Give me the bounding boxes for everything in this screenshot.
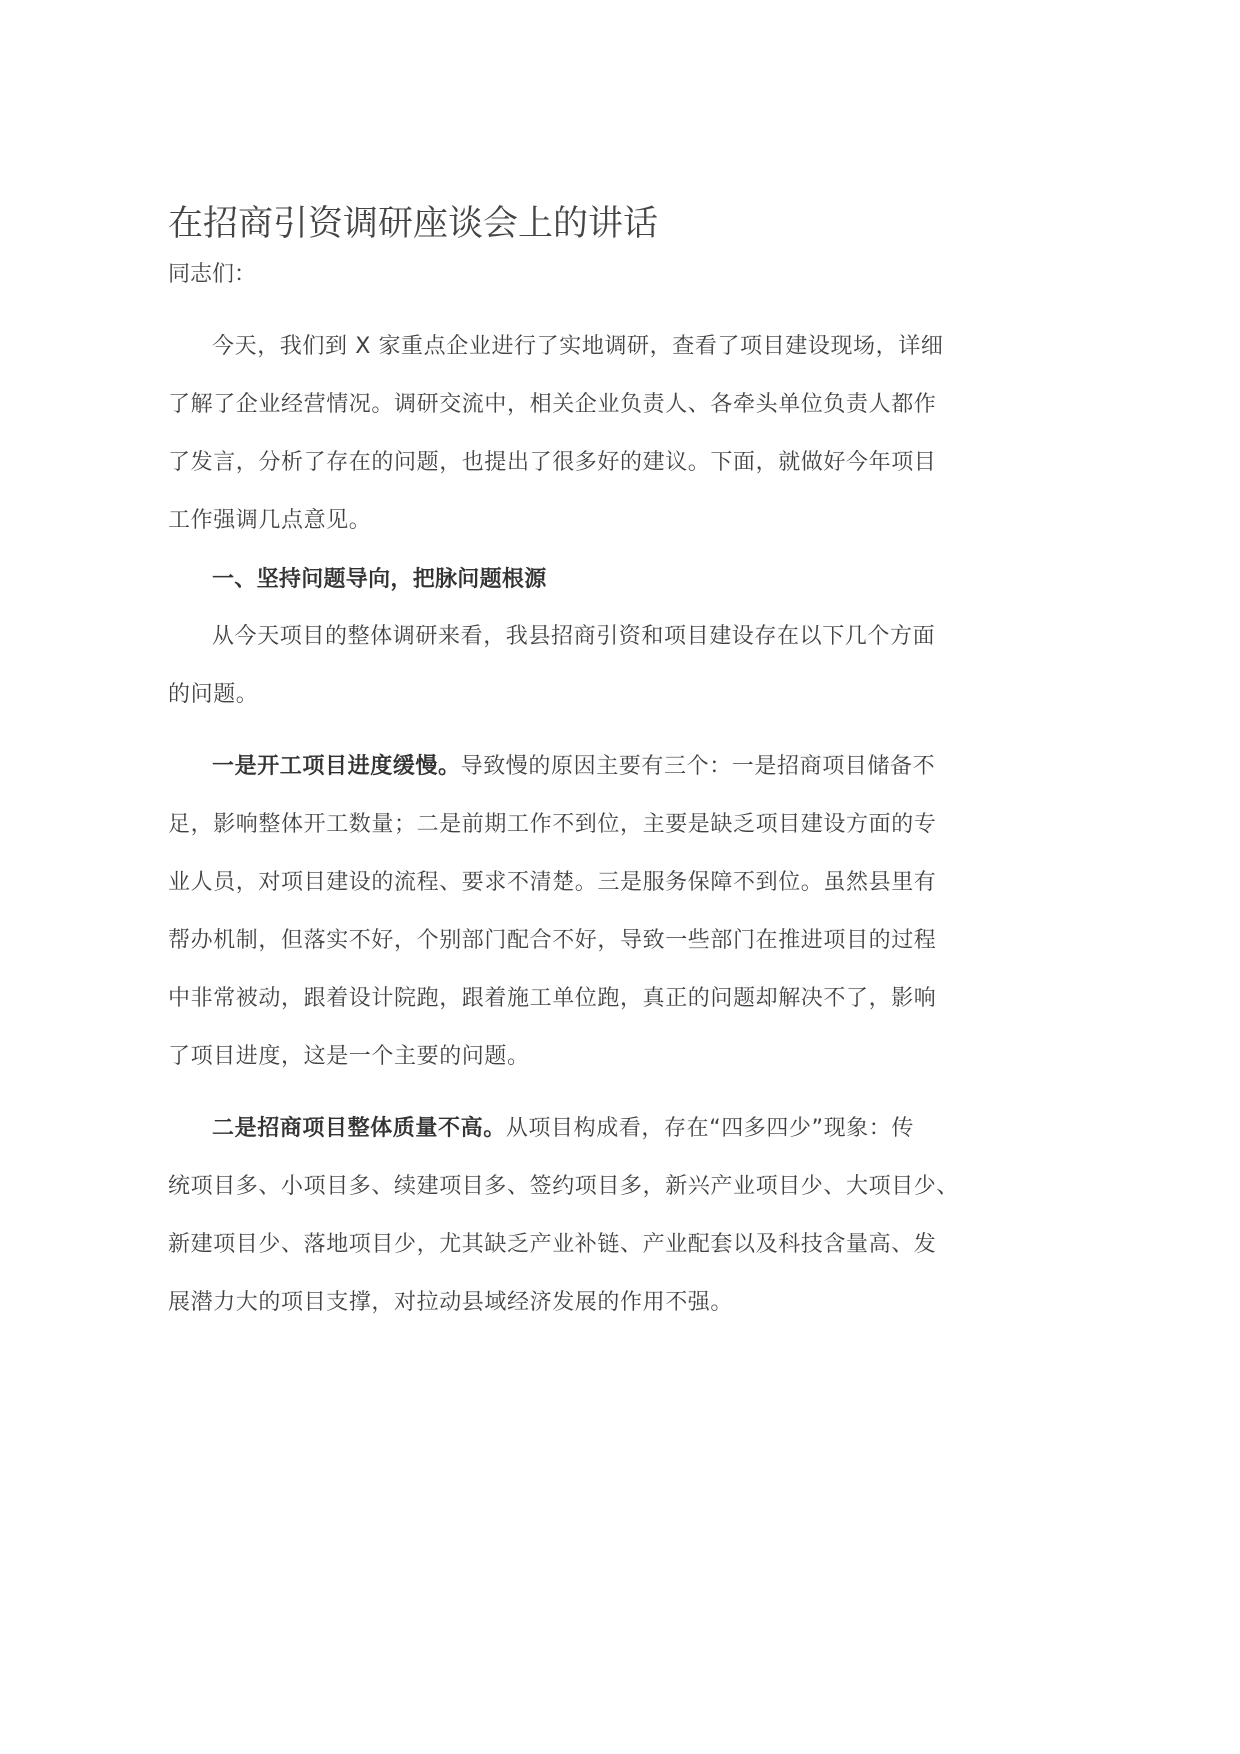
intro-line-4: 工作强调几点意见。 xyxy=(168,508,372,533)
point-1-line-2: 足，影响整体开工数量；二是前期工作不到位，主要是缺乏项目建设方面的专 xyxy=(168,812,937,837)
point-1-line-6: 了项目进度，这是一个主要的问题。 xyxy=(168,1044,530,1069)
intro-line-1: 今天，我们到 X 家重点企业进行了实地调研，查看了项目建设现场，详细 xyxy=(212,334,944,359)
section-1-intro-line-2: 的问题。 xyxy=(168,682,259,707)
intro-line-3: 了发言，分析了存在的问题，也提出了很多好的建议。下面，就做好今年项目 xyxy=(168,450,937,475)
intro-line-2: 了解了企业经营情况。调研交流中，相关企业负责人、各牵头单位负责人都作 xyxy=(168,392,937,417)
point-1-first-line-rest: 导致慢的原因主要有三个：一是招商项目储备不 xyxy=(460,754,936,779)
point-1-line-3: 业人员，对项目建设的流程、要求不清楚。三是服务保障不到位。虽然县里有 xyxy=(168,870,937,895)
section-1-heading: 一、坚持问题导向，把脉问题根源 xyxy=(212,567,547,592)
point-2-line-2: 统项目多、小项目多、续建项目多、签约项目多，新兴产业项目少、大项目少、 xyxy=(168,1174,960,1199)
point-1-first-line xyxy=(212,752,935,782)
point-2-line-4: 展潜力大的项目支撑，对拉动县域经济发展的作用不强。 xyxy=(168,1290,734,1315)
section-1-intro-line-1: 从今天项目的整体调研来看，我县招商引资和项目建设存在以下几个方面 xyxy=(212,624,936,649)
point-2-first-line xyxy=(212,1114,914,1144)
point-2-lead: 二是招商项目整体质量不高。 xyxy=(212,1116,506,1141)
point-1-line-4: 帮办机制，但落实不好，个别部门配合不好，导致一些部门在推进项目的过程 xyxy=(168,928,937,953)
point-2-line-3: 新建项目少、落地项目少，尤其缺乏产业补链、产业配套以及科技含量高、发 xyxy=(168,1232,937,1257)
point-1-line-5: 中非常被动，跟着设计院跑，跟着施工单位跑，真正的问题却解决不了，影响 xyxy=(168,986,937,1011)
point-1-lead: 一是开工项目进度缓慢。 xyxy=(212,754,461,779)
salutation: 同志们： xyxy=(168,262,257,287)
point-2-first-line-rest: 从项目构成看，存在“四多四少”现象：传 xyxy=(505,1116,915,1141)
document-title: 在招商引资调研座谈会上的讲话 xyxy=(168,204,659,244)
